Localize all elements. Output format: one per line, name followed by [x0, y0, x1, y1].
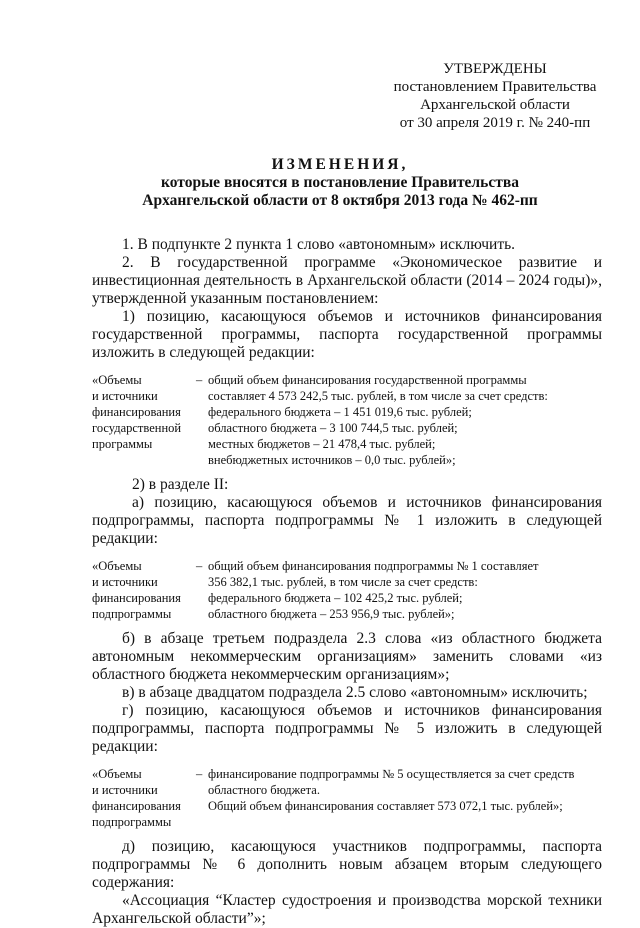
paragraph-item-2-1: 1) позицию, касающуюся объемов и источников финансирования государственной программы, паспорта государственной программы изложить в следующей редакции: — [92, 308, 602, 361]
content-line: общий объем финансирования подпрограммы № 1 составляет — [208, 559, 539, 573]
table-dash: – — [196, 559, 203, 573]
financing-table-subprogram-1 — [92, 558, 602, 622]
label-line: и источники — [92, 783, 158, 797]
title-main: ИЗМЕНЕНИЯ, — [271, 156, 409, 173]
approval-line: Архангельской области — [420, 97, 570, 113]
label-line: подпрограммы — [92, 607, 172, 621]
paragraph-item-2-2: 2) в разделе II: — [132, 476, 229, 493]
approval-stamp — [380, 60, 610, 132]
label-line: «Объемы — [92, 559, 142, 573]
approval-line: постановлением Правительства — [393, 79, 597, 95]
content-line: местных бюджетов – 21 478,4 тыс. рублей; — [208, 437, 436, 451]
table-dash: – — [196, 373, 203, 387]
content-line: составляет 4 573 242,5 тыс. рублей, в том числе за счет средств: — [208, 389, 548, 403]
content-line: федерального бюджета – 1 451 019,6 тыс. рублей; — [208, 405, 472, 419]
content-line: Общий объем финансирования составляет 573 072,1 тыс. рублей»; — [208, 799, 563, 813]
paragraph-item-2-2-d: д) позицию, касающуюся участников подпрограммы, паспорта подпрограммы № 6 дополнить новым абзацем вторым следующего содержания: — [92, 838, 602, 891]
document-title — [60, 156, 620, 210]
table-label — [92, 558, 196, 622]
approval-heading: УТВЕРЖДЕНЫ — [443, 61, 547, 77]
label-line: государственной — [92, 421, 182, 435]
table-label — [92, 766, 196, 830]
label-line: «Объемы — [92, 373, 142, 387]
title-line: Архангельской области от 8 октября 2013 года № 462-пп — [142, 192, 538, 209]
table-content — [208, 558, 602, 622]
label-line: «Объемы — [92, 767, 142, 781]
paragraph-item-2-2-v: в) в абзаце двадцатом подраздела 2.5 слово «автономным» исключить; — [122, 684, 588, 701]
financing-table-program — [92, 372, 602, 468]
document-body — [92, 236, 602, 928]
content-line: областного бюджета – 3 100 744,5 тыс. рублей; — [208, 421, 458, 435]
label-line: и источники — [92, 575, 158, 589]
approval-date: от 30 апреля 2019 г. № 240-пп — [399, 115, 591, 131]
paragraph-item-2: 2. В государственной программе «Экономическое развитие и инвестиционная деятельность в Архангельской области (2014 – 2024 годы)», утвержденной указанным постановлением: — [92, 254, 602, 307]
content-line: областного бюджета – 253 956,9 тыс. рублей»; — [208, 607, 455, 621]
table-dash: – — [196, 767, 203, 781]
paragraph-item-2-2-d-quote: «Ассоциация “Кластер судостроения и производства морской техники Архангельской области”»; — [92, 892, 602, 927]
label-line: и источники — [92, 389, 158, 403]
label-line: подпрограммы — [92, 815, 172, 829]
content-line: федерального бюджета – 102 425,2 тыс. рублей; — [208, 591, 463, 605]
title-line: которые вносятся в постановление Правительства — [161, 174, 519, 191]
paragraph-item-2-2-b: б) в абзаце третьем подраздела 2.3 слова «из областного бюджета автономным некоммерческим организациям» заменить словами «из областного бюджета некоммерческим организациям»; — [92, 630, 602, 683]
label-line: финансирования — [92, 799, 181, 813]
table-content — [208, 766, 602, 830]
paragraph-item-2-2-g: г) позицию, касающуюся объемов и источников финансирования подпрограммы, паспорта подпрограммы № 5 изложить в следующей редакции: — [92, 702, 602, 755]
content-line: внебюджетных источников – 0,0 тыс. рублей»; — [208, 453, 456, 467]
label-line: финансирования — [92, 591, 181, 605]
label-line: финансирования — [92, 405, 181, 419]
paragraph-item-2-2-a: а) позицию, касающуюся объемов и источников финансирования подпрограммы, паспорта подпрограммы № 1 изложить в следующей редакции: — [92, 494, 602, 547]
content-line: общий объем финансирования государственной программы — [208, 373, 527, 387]
content-line: областного бюджета. — [208, 783, 320, 797]
table-content — [208, 372, 602, 468]
label-line: программы — [92, 437, 153, 451]
financing-table-subprogram-5 — [92, 766, 602, 830]
content-line: финансирование подпрограммы № 5 осуществляется за счет средств — [208, 767, 575, 781]
paragraph-item-1: 1. В подпункте 2 пункта 1 слово «автономным» исключить. — [122, 236, 516, 253]
content-line: 356 382,1 тыс. рублей, в том числе за счет средств: — [208, 575, 478, 589]
table-label — [92, 372, 196, 468]
